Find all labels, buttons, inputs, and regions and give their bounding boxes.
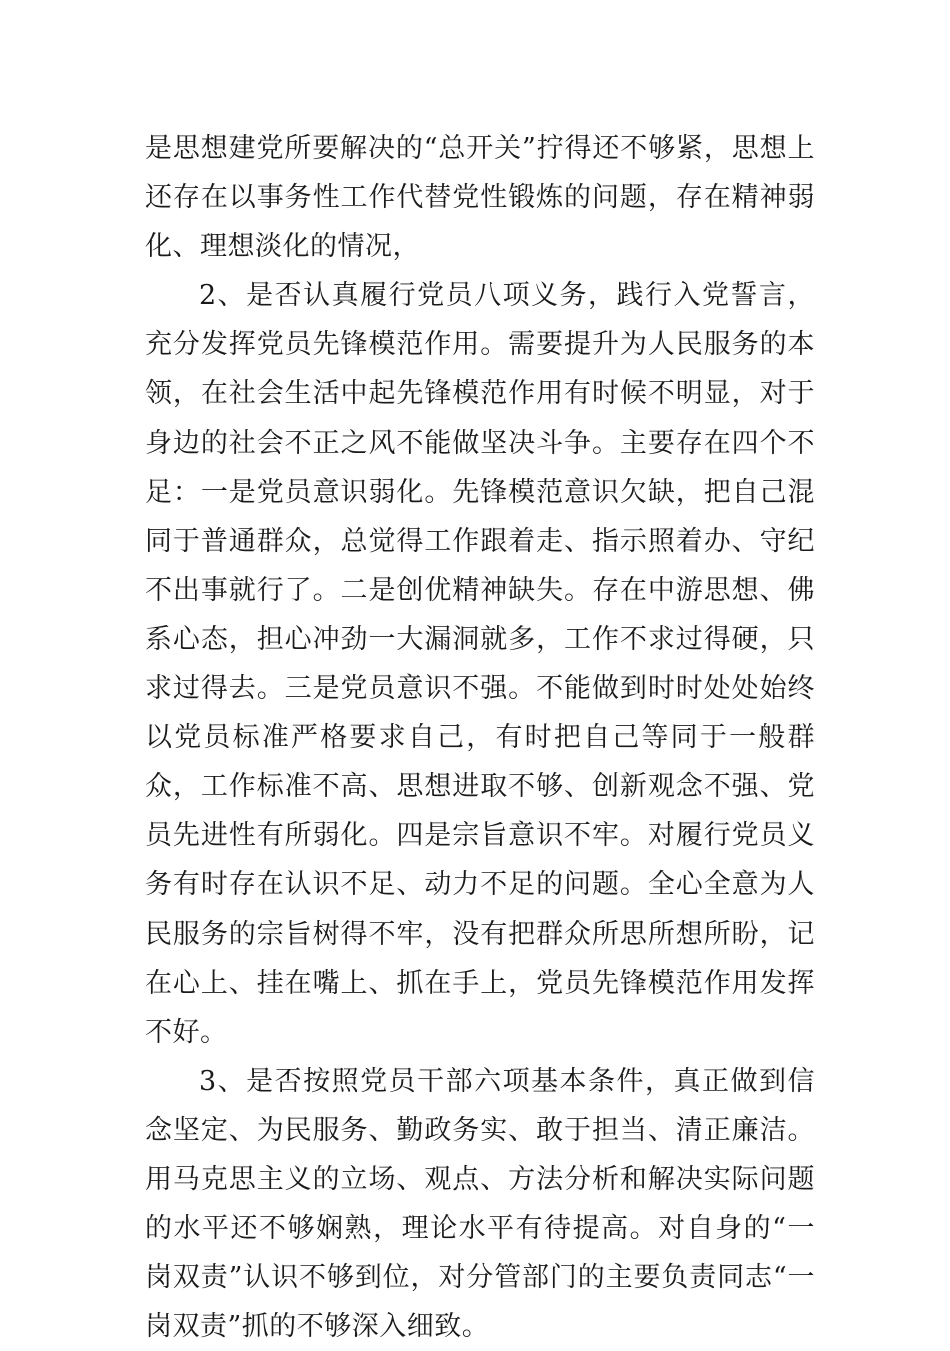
paragraph-continuation: 是思想建党所要解决的“总开关”拧得还不够紧，思想上还存在以事务性工作代替党性锻炼的问题，存在精神弱化、理想淡化的情况， — [145, 133, 815, 263]
paragraph-item-2: 2、是否认真履行党员八项义务，践行入党誓言，充分发挥党员先锋模范作用。需要提升为人民服务的本领，在社会生活中起先锋模范作用有时候不明显，对于身边的社会不正之风不能做坚决斗争。主要存在四个不足：一是党员意识弱化。先锋模范意识欠缺，把自己混同于普通群众，总觉得工作跟着走、指示照着办、守纪不出事就行了。二是创优精神缺失。存在中游思想、佛系心态，担心冲劲一大漏洞就多，工作不求过得硬，只求过得去。三是党员意识不强。不能做到时时处处始终以党员标准严格要求自己，有时把自己等同于一般群众，工作标准不高、思想进取不够、创新观念不强、党员先进性有所弱化。四是宗旨意识不牢。对履行党员义务有时存在认识不足、动力不足的问题。全心全意为人民服务的宗旨树得不牢，没有把群众所思所想所盼，记在心上、挂在嘴上、抓在手上，党员先锋模范作用发挥不好。 — [145, 280, 815, 1048]
document-body — [145, 124, 815, 1351]
paragraph-item-3: 3、是否按照党员干部六项基本条件，真正做到信念坚定、为民服务、勤政务实、敢于担当、清正廉洁。用马克思主义的立场、观点、方法分析和解决实际问题的水平还不够娴熟，理论水平有待提高。对自身的“一岗双责”认识不够到位，对分管部门的主要负责同志“一岗双责”抓的不够深入细致。 — [145, 1065, 815, 1343]
